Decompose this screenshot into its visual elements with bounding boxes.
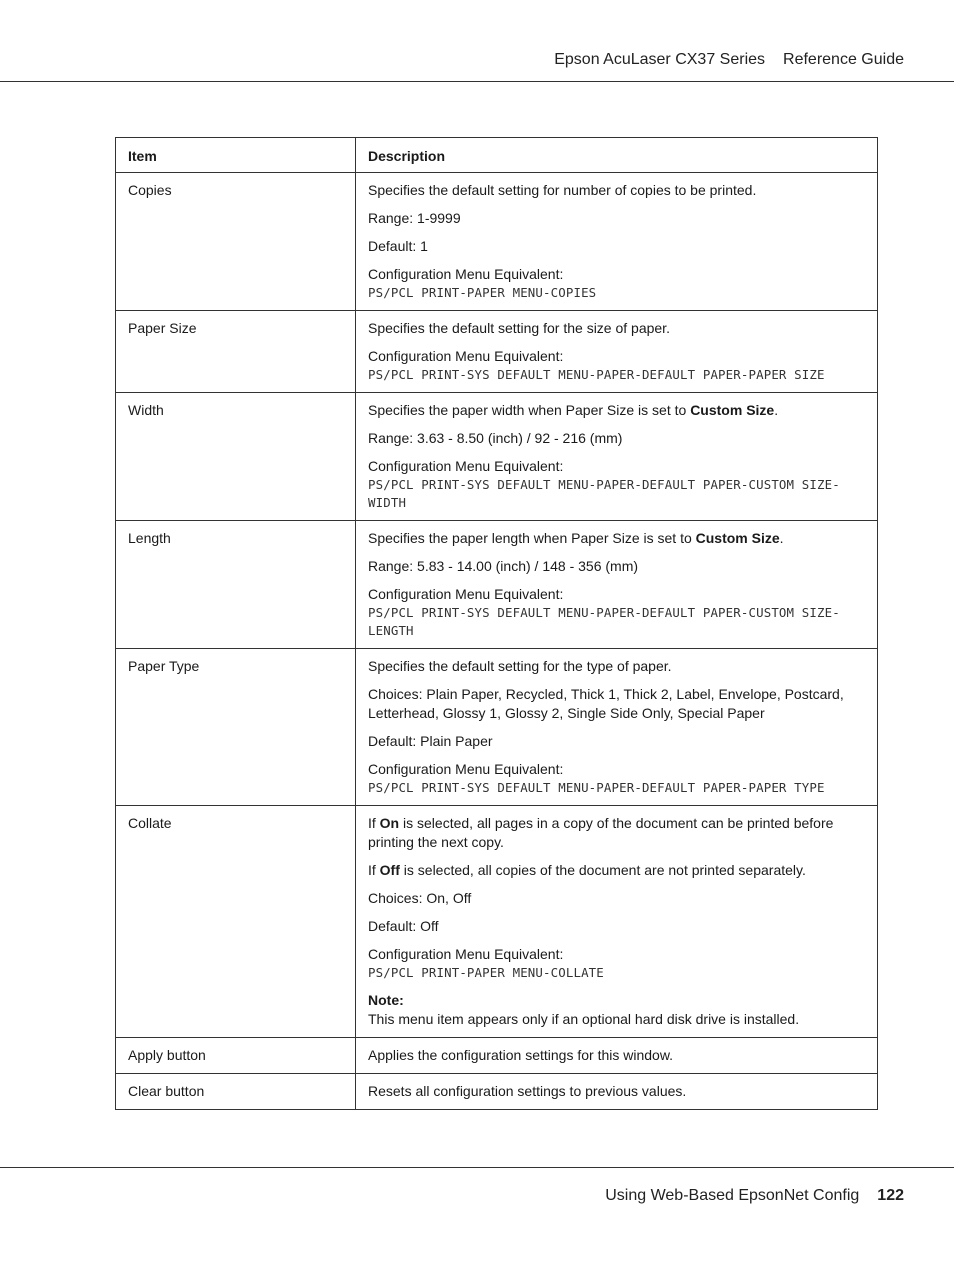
table-row [116,1038,878,1074]
footer-text [605,1187,904,1205]
choices-text: Choices: On, Off [368,890,472,906]
default-text: Default: 1 [368,238,428,254]
range-text: Range: 5.83 - 14.00 (inch) / 148 - 356 (mm) [368,558,639,574]
row-description [356,806,878,1038]
row-item: Copies [116,173,356,311]
config-equivalent [368,347,869,384]
row-item: Paper Type [116,649,356,806]
description-text [368,401,869,420]
config-label: Configuration Menu Equivalent: [368,266,564,282]
default-text: Default: Off [368,918,439,934]
row-description [356,649,878,806]
description-text: Specifies the default setting for number of copies to be printed. [368,182,757,198]
description-text: Specifies the default setting for the type of paper. [368,658,672,674]
config-menu-path: PS/PCL PRINT-SYS DEFAULT MENU-PAPER-DEFAULT PAPER-PAPER SIZE [368,367,825,382]
header-product: Epson AcuLaser CX37 Series [554,51,766,68]
config-label: Configuration Menu Equivalent: [368,761,564,777]
text-span: Specifies the paper length when Paper Size is set to [368,530,696,546]
range-text: Range: 3.63 - 8.50 (inch) / 92 - 216 (mm) [368,430,623,446]
page-number: 122 [877,1187,904,1204]
range-text: Range: 1-9999 [368,210,461,226]
bold-term: On [379,815,400,831]
config-menu-path: PS/PCL PRINT-SYS DEFAULT MENU-PAPER-DEFAULT PAPER-CUSTOM SIZE-WIDTH [368,477,840,510]
row-description [356,311,878,393]
row-item: Apply button [116,1038,356,1074]
description-text [368,861,869,880]
row-description [356,521,878,649]
row-item: Collate [116,806,356,1038]
config-equivalent [368,457,869,512]
text-span: . [774,402,779,418]
footer-section: Using Web-Based EpsonNet Config [605,1187,860,1204]
config-menu-path: PS/PCL PRINT-SYS DEFAULT MENU-PAPER-DEFAULT PAPER-PAPER TYPE [368,780,825,795]
description-text: Resets all configuration settings to previous values. [368,1083,687,1099]
bold-term: Custom Size [690,402,775,418]
text-span: If [368,815,380,831]
config-label: Configuration Menu Equivalent: [368,946,564,962]
table-row [116,806,878,1038]
description-text [368,814,869,852]
config-menu-path: PS/PCL PRINT-PAPER MENU-COLLATE [368,965,604,980]
note [368,991,869,1029]
column-header-item: Item [116,138,356,173]
column-header-description: Description [356,138,878,173]
bold-term: Custom Size [695,530,780,546]
table-row [116,393,878,521]
text-span: is selected, all pages in a copy of the document can be printed before printing the next copy. [368,815,834,850]
note-title: Note: [368,992,404,1008]
table-row [116,311,878,393]
table-row [116,1074,878,1110]
config-equivalent [368,585,869,640]
config-menu-path: PS/PCL PRINT-SYS DEFAULT MENU-PAPER-DEFAULT PAPER-CUSTOM SIZE-LENGTH [368,605,840,638]
row-description [356,393,878,521]
config-label: Configuration Menu Equivalent: [368,586,564,602]
table-row [116,649,878,806]
text-span: If [368,862,380,878]
config-menu-path: PS/PCL PRINT-PAPER MENU-COPIES [368,285,597,300]
default-text: Default: Plain Paper [368,733,493,749]
row-item: Width [116,393,356,521]
description-text: Applies the configuration settings for this window. [368,1047,674,1063]
row-item: Clear button [116,1074,356,1110]
settings-table [115,137,878,1110]
table-row [116,521,878,649]
row-description [356,1038,878,1074]
row-item: Length [116,521,356,649]
header-guide: Reference Guide [783,51,904,68]
row-description [356,1074,878,1110]
text-span: . [779,530,784,546]
text-span: is selected, all copies of the document are not printed separately. [399,862,806,878]
note-text: This menu item appears only if an optional hard disk drive is installed. [368,1011,800,1027]
description-text: Specifies the default setting for the size of paper. [368,320,670,336]
header-text [554,51,904,69]
row-description [356,173,878,311]
config-label: Configuration Menu Equivalent: [368,458,564,474]
bold-term: Off [379,862,400,878]
page-header [0,0,954,82]
table-row [116,173,878,311]
config-equivalent [368,265,869,302]
text-span: Specifies the paper width when Paper Size is set to [368,402,691,418]
description-text [368,529,869,548]
config-equivalent [368,945,869,982]
choices-text: Choices: Plain Paper, Recycled, Thick 1, Thick 2, Label, Envelope, Postcard, Letterhead, Glossy 1, Glossy 2, Single Side Only, Special Paper [368,686,844,721]
row-item: Paper Size [116,311,356,393]
page-footer [0,1167,954,1204]
config-label: Configuration Menu Equivalent: [368,348,564,364]
table-header-row [116,138,878,173]
config-equivalent [368,760,869,797]
